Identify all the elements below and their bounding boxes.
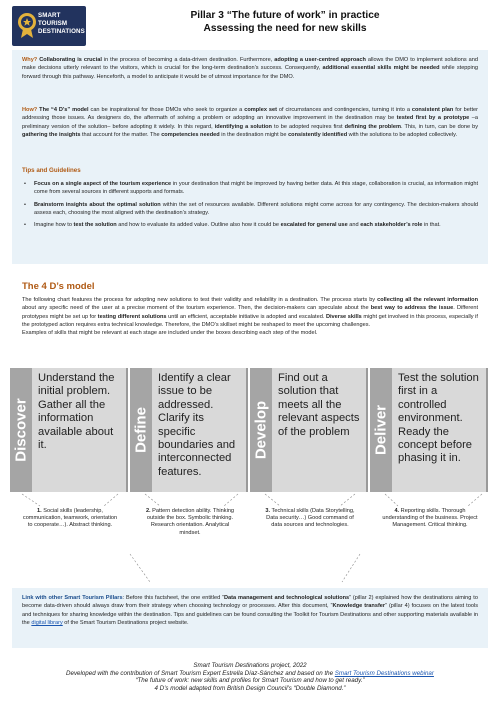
skills-deliver	[382, 508, 478, 530]
skills-text: Technical skills (Data Storytelling, Data security…) Good command of data sources and technologies.	[266, 508, 355, 529]
why-text: while stepping forward through this pathway. Henceforth, a model to anticipate it would be of utmost importance for the DMO.	[22, 65, 478, 80]
logo-text	[38, 12, 84, 36]
stage-side-bar	[250, 368, 272, 492]
how-text: –a preliminary version of the solution– before adopting it widely. In this regard,	[22, 115, 478, 130]
tip-bold: test the solution	[73, 222, 117, 229]
title-line-1: Pillar 3 “The future of work” in practice	[190, 10, 380, 21]
connector-line	[468, 494, 482, 506]
four-ds-paragraph	[22, 296, 478, 329]
tip-bold: each stakeholder’s role	[360, 222, 423, 229]
how-text: can be inspirational for those DMOs who seek to organize a	[88, 107, 245, 113]
stage-description: Understand the initial problem. Gather all the information available about it.	[38, 372, 115, 452]
connector-line	[265, 494, 280, 506]
stage-box-discover	[10, 368, 128, 492]
intro-panel	[12, 50, 488, 264]
dashed-connectors	[0, 490, 500, 590]
stage-box-develop	[250, 368, 368, 492]
bold-run: Diverse skills	[325, 313, 362, 320]
text-run: Developed with the contribution of Smart Tourism Expert Estrella Díaz-Sánchez and based on the	[66, 669, 335, 677]
how-text: of circumstances and contingencies, turning it into a	[276, 107, 412, 113]
skills-discover	[22, 508, 118, 530]
how-text: for better addressing those issues. As designers do, the aftermath of solving a problem or adopting an innovative improvement in the destination may be	[22, 107, 478, 122]
tip-text: Imagine how to	[34, 222, 74, 229]
why-bold: Collaborating is crucial	[39, 57, 102, 63]
bold-run: collecting all the relevant information	[377, 297, 478, 303]
stage-box-define	[130, 368, 248, 492]
how-text: . This, in turn, can be done by	[400, 123, 479, 130]
how-bold: competencies needed	[161, 131, 220, 138]
stage-side-bar	[10, 368, 32, 492]
how-text: in the destination might be	[219, 131, 289, 138]
stage-box-deliver	[370, 368, 488, 492]
document-title	[130, 10, 440, 35]
skills-number: 4.	[394, 508, 400, 514]
text-run: until an efficient, acceptable initiative is adopted and escalated.	[166, 313, 326, 320]
text-run: ” (pillar 2) explained how the destinations aiming to become data-driven should always draw from their strategy when choosing technology or processes. After this document, “	[22, 595, 478, 610]
footer-line: 4 D’s model adapted from British Design Council’s “Double Diamond.”	[154, 684, 346, 692]
text-run: about any specific need of the user at a precise moment of the tourism experience. Then, the decision-makers can speculate about the	[22, 305, 371, 312]
bold-run: Data management and technological solutions	[223, 595, 350, 601]
award-badge-icon	[16, 11, 38, 39]
how-bold: The “4 D’s” model	[39, 107, 89, 113]
stage-description: Identify a clear issue to be addressed. Clarify its specific boundaries and interconnected features.	[158, 372, 236, 478]
text-run: might get involved in this process, especially if the prototyped action requires extra technical knowledge. Therefore, the DMO’s skillset might be reshaped to meet the upcoming challenges.	[22, 313, 478, 328]
skills-number: 3.	[265, 508, 271, 514]
stage-label: Develop	[252, 400, 270, 460]
stage-side-bar	[370, 368, 392, 492]
why-bold: adopting a user-centred approach	[274, 57, 366, 63]
webinar-link[interactable]: Smart Tourism Destinations webinar	[334, 669, 434, 677]
tip-text: in that.	[422, 222, 441, 229]
tip-bold: Focus on a single aspect of the tourism experience	[34, 181, 172, 187]
connector-line	[130, 554, 150, 582]
four-ds-examples-note: Examples of skills that might be relevant at each stage are included under the boxes describing each step of the model.	[22, 330, 318, 337]
how-bold: identifying a solution	[214, 123, 272, 130]
stage-label: Deliver	[372, 404, 390, 456]
tip-text: and	[347, 222, 361, 229]
connector-line	[22, 494, 40, 506]
how-lead: How?	[22, 107, 38, 113]
bold-run: testing different solutions	[97, 313, 167, 320]
stage-side-bar	[130, 368, 152, 492]
tips-heading: Tips and Guidelines	[22, 167, 81, 174]
connector-line	[104, 494, 118, 506]
stage-description: Find out a solution that meets all the relevant aspects of the problem	[278, 372, 360, 438]
footer-line	[12, 670, 488, 678]
connector-line	[342, 554, 360, 582]
tip-text: within the set of resources available. Different solutions might come across for any contingency. The decision-makers should assess each, choosing the most aligned with the destination’s strategy.	[34, 201, 478, 216]
skills-text: Reporting skills. Thorough understanding of the business. Project Management. Critical thinking.	[382, 508, 478, 529]
tip-bold: escalated for general use	[280, 222, 348, 229]
bold-run: Knowledge transfer	[332, 603, 386, 610]
text-run: . Different prototypes might be set up for	[22, 305, 479, 320]
how-text: with the solutions to be adopted collectively.	[347, 131, 458, 138]
stage-description: Test the solution first in a controlled environment. Ready the concept before phasing it in.	[398, 372, 479, 465]
logo-line: TOURISM	[38, 20, 68, 27]
tip-bold: Brainstorm insights about the optimal solution	[34, 201, 161, 208]
skills-number: 1.	[37, 508, 42, 514]
footer-line: “The future of work: new skills and profiles for Smart Tourism and how to get ready.”	[135, 677, 365, 685]
text-run: The following chart features the process for adopting new solutions to test their validity and reliability in a destination. The process starts by	[22, 297, 378, 303]
how-bold: tested first by a prototype	[396, 115, 470, 122]
logo-line: DESTINATIONS	[38, 28, 85, 35]
footer	[12, 662, 488, 692]
four-ds-heading: The 4 D’s model	[22, 281, 95, 292]
skills-number: 2.	[145, 508, 151, 514]
how-text: to be adopted requires first	[271, 123, 345, 130]
skills-develop	[262, 508, 358, 530]
title-line-2: Assessing the need for new skills	[203, 22, 367, 34]
link-panel	[12, 588, 488, 648]
skills-define	[142, 508, 238, 537]
skills-text: Pattern detection ability. Thinking outside the box. Symbolic thinking. Research orientation. Analytical mindset.	[146, 508, 235, 536]
bold-run: best way to address the issue	[370, 305, 454, 312]
how-bold: gathering the insights	[22, 131, 81, 138]
skills-text: Social skills (leadership, communication, teamwork, orientation to cooperate…). Abstract thinking.	[22, 508, 118, 529]
connector-line	[224, 494, 238, 506]
why-lead: Why?	[22, 57, 38, 63]
connector-line	[340, 494, 355, 506]
text-run: : Before this factsheet, the one entitled “	[122, 595, 224, 601]
how-bold: complex set	[244, 107, 277, 113]
how-bold: defining the problem	[344, 123, 401, 130]
tip-text: and how to evaluate its added value. Outline also how it could be	[116, 222, 281, 229]
tips-list	[24, 180, 478, 233]
why-bold: additional essential skills might be needed	[322, 65, 440, 72]
text-run: of the Smart Tourism Destinations project website.	[62, 619, 189, 626]
stage-label: Define	[132, 407, 150, 453]
tip-item	[24, 221, 478, 229]
text-run: ” (pillar 4) focuses on the latest tools and techniques for sharing knowledge within the destination. Tips and guidelines can be found consulting the Toolkit for Tourism Destinations and other supporting materials available in the	[22, 603, 478, 626]
connector-line	[145, 494, 160, 506]
how-bold: consistent plan	[411, 107, 454, 113]
link-paragraph	[22, 594, 478, 627]
stage-label: Discover	[12, 398, 30, 462]
logo	[12, 6, 86, 46]
tip-item	[24, 180, 478, 197]
four-ds-intro	[22, 296, 478, 337]
footer-line: Smart Tourism Destinations project, 2022	[193, 662, 307, 669]
connector-line	[385, 494, 398, 506]
how-text: that account for the matter. The	[80, 131, 162, 138]
logo-line: SMART	[38, 12, 61, 19]
digital-library-link[interactable]: digital library	[31, 619, 63, 626]
why-paragraph	[22, 56, 478, 81]
link-lead: Link with other Smart Tourism Pillars	[22, 595, 123, 601]
tip-item	[24, 201, 478, 218]
how-bold: consistently identified	[288, 131, 348, 138]
why-text: in the process of becoming a data-driven destination. Furthermore,	[101, 57, 275, 63]
why-text: allows the DMO to implement solutions and make decisions utterly relevant to the visitors, which is crucial for the long-term destination’s success. Consequently,	[22, 57, 478, 72]
tip-text: in your destination that might be improved by having better data. At this stage, collaboration is crucial, as information might come from several sources in different supports and formats.	[34, 181, 478, 196]
how-paragraph	[22, 106, 478, 139]
